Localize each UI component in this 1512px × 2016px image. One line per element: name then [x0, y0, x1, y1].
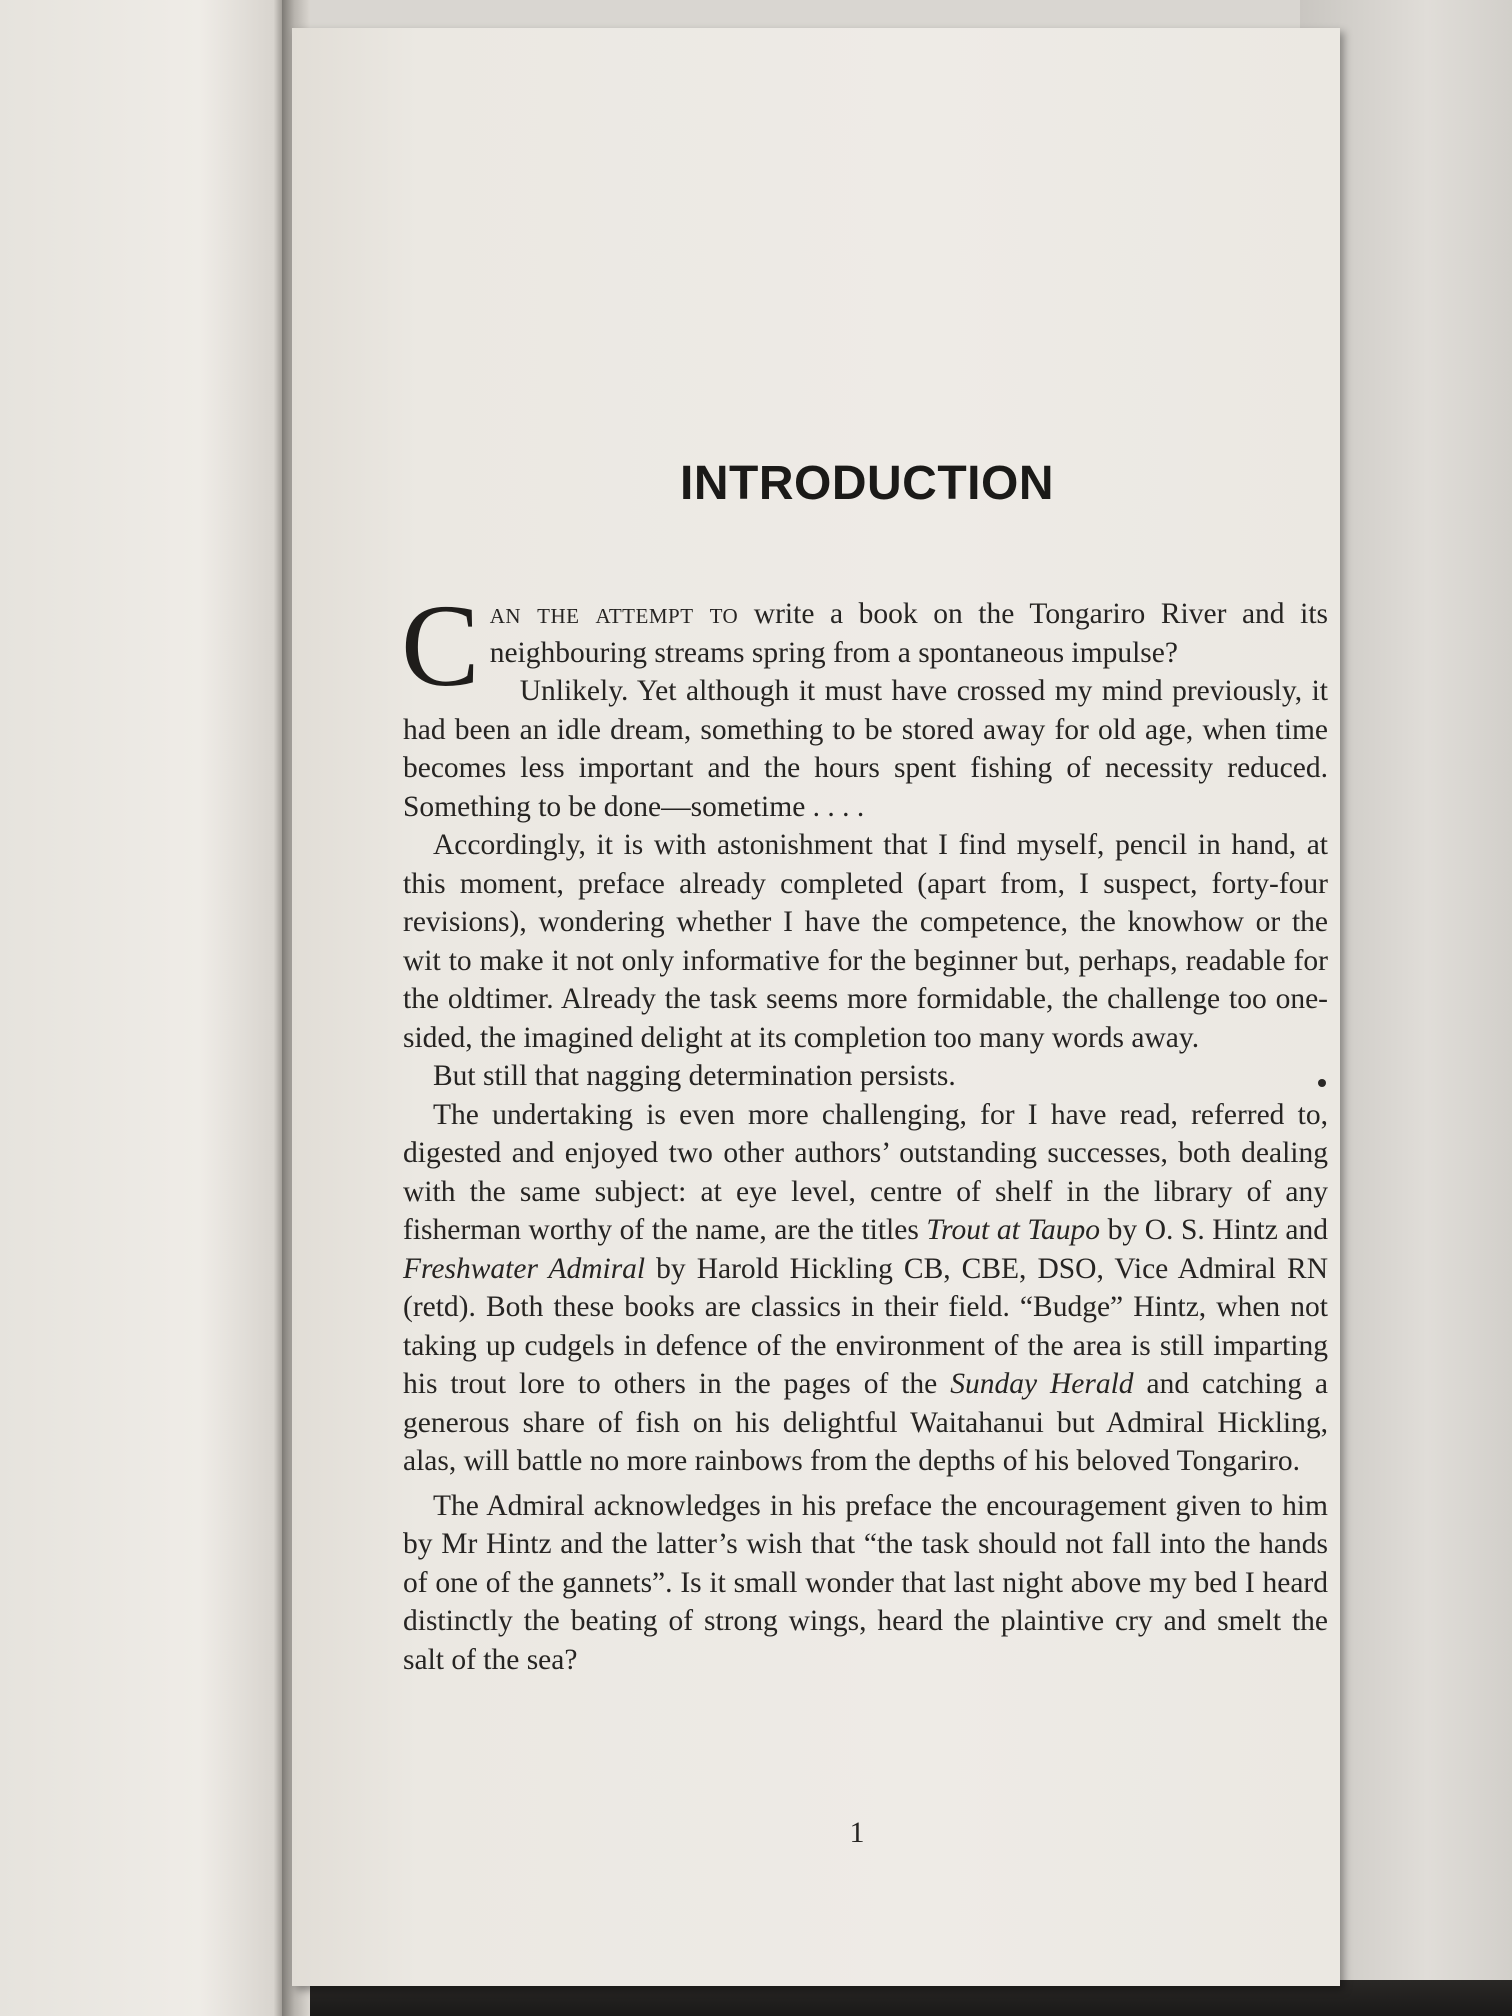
paragraph-4: But still that nagging determination persists.: [433, 1060, 956, 1092]
book-title-trout-at-taupo: Trout at Taupo: [926, 1214, 1101, 1246]
paragraph-5-text-b: by O. S. Hintz and: [1100, 1214, 1328, 1246]
newspaper-title-sunday-herald: Sunday Herald: [950, 1368, 1134, 1400]
paragraph-1-text: write a book on the Tongariro River and its neighbouring streams spring from a spontaneous impulse?: [489, 598, 1329, 669]
paragraph-2: Unlikely. Yet although it must have crossed my mind previously, it had been an idle dream, something to be stored away for old age, when time becomes less important and the hours spent fishing of necessity reduced. Something to be done—sometime . . . .: [403, 675, 1328, 823]
paragraph-5: [403, 1096, 1328, 1481]
paragraph-5-text-a: The undertaking is even more challenging, for I have read, referred to, digested and enjoyed two other authors’ outstanding successes, both dealing with the same subject: at eye level, centre of shelf in the library of any fisherman worthy of the name, are the titles: [403, 1098, 1328, 1246]
paragraph-3: Accordingly, it is with astonishment that I find myself, pencil in hand, at this moment, preface already completed (apart from, I suspect, forty-four revisions), wondering whether I have the competence, the knowhow or the wit to make it not only informative for the beginner but, perhaps, readable for the oldtimer. Already the task seems more formidable, the challenge too one-sided, the imagined delight at its completion too many words away.: [403, 829, 1328, 1054]
paragraph-5-text-c: by Harold Hickling CB, CBE, DSO, Vice Admiral RN (retd). Both these books are classics in their field. “Budge” Hintz, when not taking up cudgels in defence of the environment of the area is still imparting his trout lore to others in the pages of the: [403, 1252, 1328, 1400]
left-page: [0, 0, 285, 2016]
page-title: INTRODUCTION: [680, 457, 1054, 510]
paragraph-5-text-d: and catching a generous share of fish on his delightful Waitahanui but Admiral Hickling, alas, will battle no more rainbows from the depths of his beloved Tongariro.: [403, 1368, 1328, 1477]
body-text: [401, 580, 1329, 1679]
paragraph-1: [401, 580, 1329, 711]
paragraph-6: The Admiral acknowledges in his preface the encouragement given to him by Mr Hintz and the latter’s wish that “the task should not fall into the hands of one of the gannets”. Is it small wonder that last night above my bed I heard distinctly the beating of strong wings, heard the plaintive cry and smelt the salt of the sea?: [403, 1489, 1328, 1676]
opening-small-caps: an the attempt to: [489, 598, 739, 630]
page-number: 1: [849, 1816, 865, 1849]
drop-cap: C: [401, 580, 480, 711]
book-title-freshwater-admiral: Freshwater Admiral: [403, 1252, 646, 1285]
